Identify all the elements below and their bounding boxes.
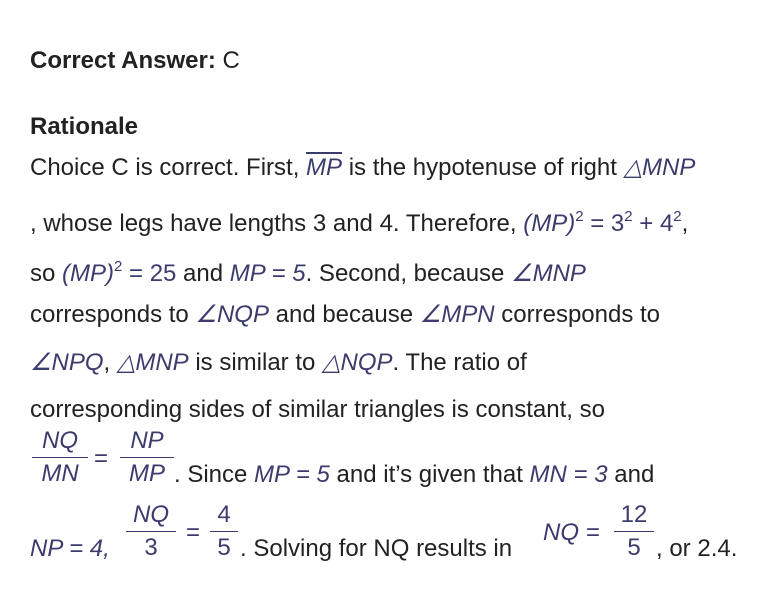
denominator: MP — [129, 460, 165, 487]
rationale-line-8-end: , or 2.4. — [656, 535, 738, 562]
denominator: MN — [41, 460, 79, 487]
angle-npq: ∠NPQ — [30, 349, 104, 376]
math: MP = 5 — [229, 260, 306, 287]
denominator: 5 — [217, 534, 231, 561]
text: and — [607, 461, 655, 488]
rationale-line-5 — [30, 348, 527, 378]
math: + 4 — [632, 210, 674, 237]
math-mp: (MP) — [62, 260, 114, 287]
text: and because — [268, 301, 420, 328]
math: = 3 — [583, 210, 625, 237]
triangle-nqp: △NQP — [322, 349, 393, 376]
math: MP = 5 — [254, 461, 330, 488]
fraction-bar — [120, 457, 174, 458]
correct-answer-value: C — [222, 47, 240, 74]
triangle-mnp: △MNP — [116, 349, 189, 376]
segment-mp: $\overline{MP}$ — [306, 154, 343, 181]
text: corresponds to — [30, 301, 196, 328]
numerator: 12 — [620, 501, 648, 528]
correct-answer-line — [30, 46, 240, 76]
fraction-nq-3 — [126, 500, 176, 563]
rationale-line-8-text: . Solving for NQ results in — [240, 535, 513, 562]
math-np-4: NP = 4, — [30, 535, 110, 562]
denominator: 3 — [144, 534, 158, 561]
equals-sign: = — [94, 445, 109, 472]
fraction-bar — [32, 457, 88, 458]
math: = 25 — [122, 260, 177, 287]
text: is similar to — [188, 349, 323, 376]
numerator: NP — [130, 427, 164, 454]
correct-answer-label: Correct Answer: — [30, 47, 216, 74]
angle-mnp: ∠MNP — [511, 260, 586, 287]
rationale-line-7 — [174, 460, 654, 490]
fraction-12-5 — [614, 500, 654, 563]
numerator: NQ — [42, 427, 78, 454]
rationale-line-1 — [30, 153, 695, 183]
math: MN = 3 — [529, 461, 608, 488]
math-mp: (MP) — [523, 210, 576, 237]
math-nq-equals: NQ = — [543, 519, 600, 546]
text: . Second, because — [305, 260, 512, 287]
angle-nqp: ∠NQP — [195, 301, 269, 328]
text: so — [30, 260, 63, 287]
text: . Since — [174, 461, 255, 488]
exponent: 2 — [114, 258, 123, 275]
text: is the hypotenuse of right — [342, 154, 624, 181]
text: Choice C is correct. First, — [30, 154, 307, 181]
fraction-np-mp — [120, 426, 174, 489]
exponent: 2 — [673, 208, 682, 225]
fraction-nq-mn — [32, 426, 88, 489]
angle-mpn: ∠MPN — [419, 301, 495, 328]
denominator: 5 — [627, 534, 641, 561]
exponent: 2 — [575, 208, 584, 225]
text: , whose legs have lengths 3 and 4. Therefore, — [30, 210, 524, 237]
text: . The ratio of — [392, 349, 527, 376]
text: and it’s given that — [329, 461, 530, 488]
fraction-4-5 — [210, 500, 238, 563]
text: corresponds to — [494, 301, 661, 328]
numerator: 4 — [217, 501, 231, 528]
triangle-mnp: △MNP — [623, 154, 696, 181]
text: and — [176, 260, 230, 287]
fraction-bar — [126, 531, 176, 532]
fraction-bar — [614, 531, 654, 532]
text: , — [681, 210, 689, 237]
rationale-heading: Rationale — [30, 113, 139, 140]
rationale-line-3 — [30, 252, 586, 289]
rationale-line-2 — [30, 202, 688, 239]
exponent: 2 — [624, 208, 633, 225]
numerator: NQ — [133, 501, 169, 528]
rationale-line-4 — [30, 300, 660, 330]
rationale-line-6: corresponding sides of similar triangles is constant, so — [30, 396, 605, 423]
equals-sign: = — [186, 519, 201, 546]
fraction-bar — [210, 531, 238, 532]
text: , — [103, 349, 117, 376]
